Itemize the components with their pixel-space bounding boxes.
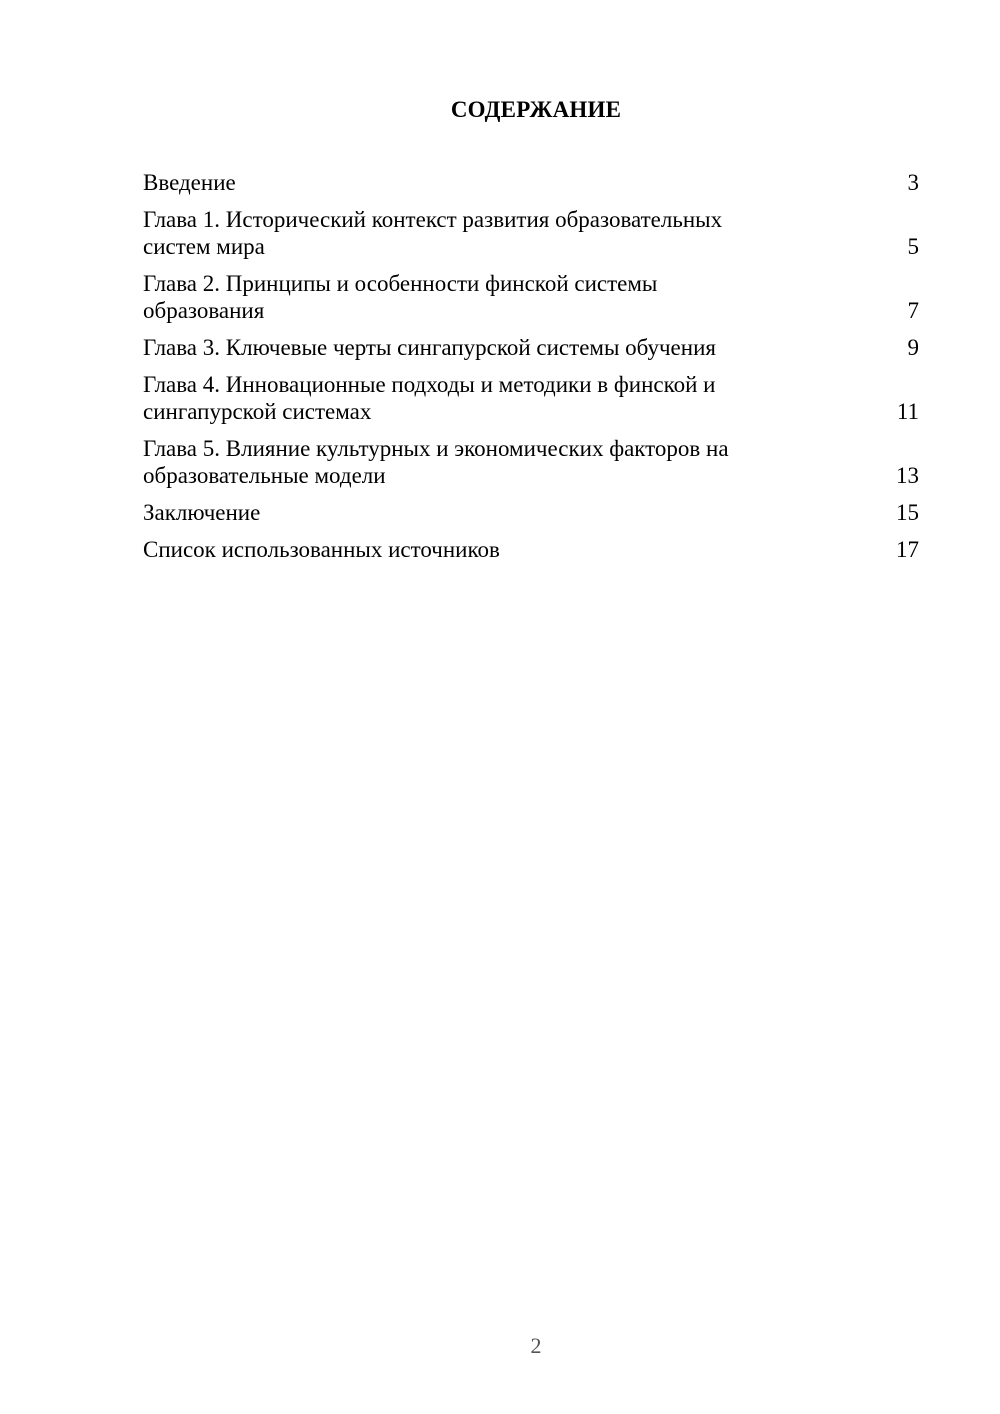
toc-item-page-number: 7 bbox=[907, 298, 919, 323]
table-of-contents bbox=[143, 169, 919, 573]
toc-item-introduction[interactable] bbox=[143, 169, 919, 196]
toc-item-page-number: 17 bbox=[896, 537, 919, 562]
toc-item-conclusion[interactable] bbox=[143, 499, 919, 526]
page-title: СОДЕРЖАНИЕ bbox=[450, 97, 622, 122]
page-number: 2 bbox=[530, 1333, 542, 1358]
toc-item-page-number: 13 bbox=[896, 463, 919, 488]
toc-item-chapter-3[interactable] bbox=[143, 334, 919, 361]
toc-item-chapter-2[interactable] bbox=[143, 270, 919, 324]
toc-item-label: Введение bbox=[143, 170, 236, 195]
toc-item-chapter-4[interactable] bbox=[143, 371, 919, 425]
toc-item-references[interactable] bbox=[143, 536, 919, 563]
toc-item-page-number: 11 bbox=[896, 399, 919, 424]
toc-item-label: Глава 2. Принципы и особенности финской системы образования bbox=[143, 271, 658, 323]
toc-item-label: Заключение bbox=[143, 500, 261, 525]
toc-item-page-number: 9 bbox=[907, 335, 919, 360]
toc-item-page-number: 3 bbox=[907, 170, 919, 195]
toc-item-label: Список использованных источников bbox=[143, 537, 500, 562]
toc-item-page-number: 5 bbox=[907, 234, 919, 259]
toc-item-chapter-1[interactable] bbox=[143, 206, 919, 260]
toc-item-label: Глава 5. Влияние культурных и экономических факторов на образовательные модели bbox=[143, 436, 729, 488]
toc-item-chapter-5[interactable] bbox=[143, 435, 919, 489]
toc-item-label: Глава 3. Ключевые черты сингапурской системы обучения bbox=[143, 335, 716, 360]
toc-item-label: Глава 4. Инновационные подходы и методики в финской и сингапурской системах bbox=[143, 372, 716, 424]
toc-item-page-number: 15 bbox=[896, 500, 919, 525]
toc-item-label: Глава 1. Исторический контекст развития образовательных систем мира bbox=[143, 207, 723, 259]
